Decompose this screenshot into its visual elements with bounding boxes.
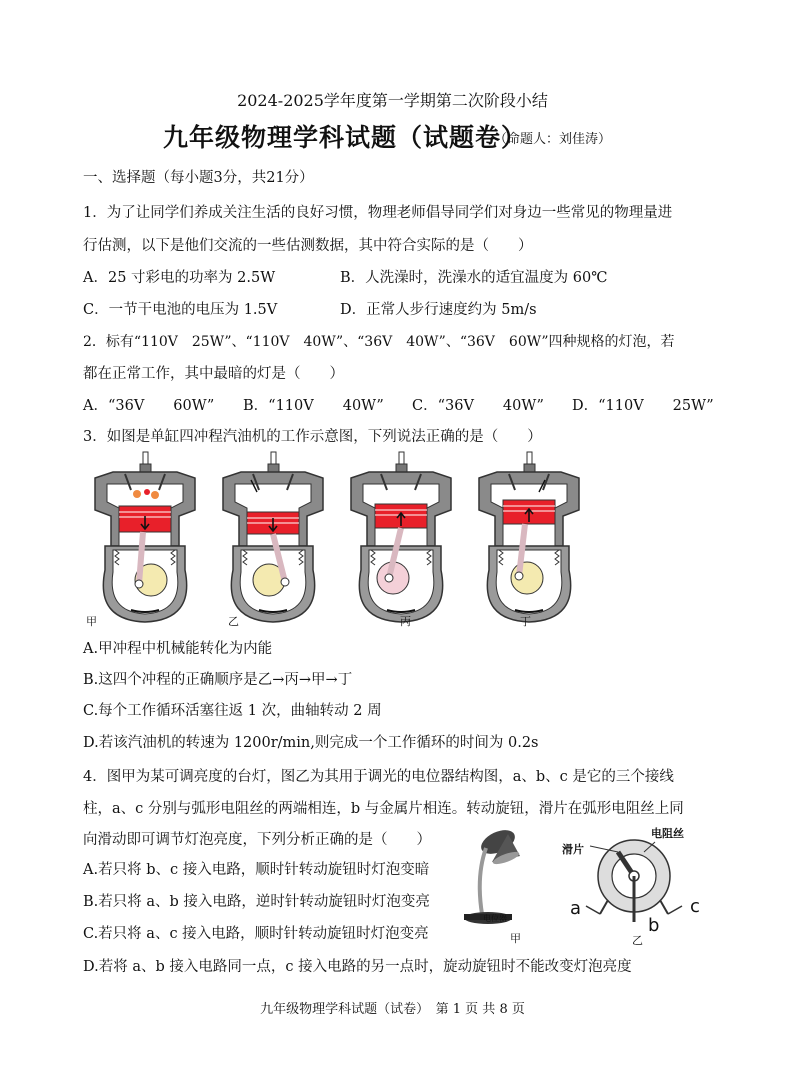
desk-lamp-figure [458, 826, 530, 946]
engine-jia [95, 452, 195, 622]
q3-option-b: B.这四个冲程的正确顺序是乙→丙→甲→丁 [83, 672, 353, 688]
q3-option-c: C.每个工作循环活塞往返 1 次，曲轴转动 2 周 [83, 703, 382, 719]
pot-terminal-b: b [648, 915, 660, 936]
q3-stem: 3．如图是单缸四冲程汽油机的工作示意图，下列说法正确的是（ ） [83, 429, 542, 445]
pot-wire-label: 电阻丝 [651, 827, 684, 840]
engine-bing [351, 452, 451, 622]
pot-terminal-a: a [570, 898, 582, 919]
caption-jia: 甲 [86, 615, 97, 628]
q1-option-b: B．人洗澡时，洗澡水的适宜温度为 60℃ [340, 270, 608, 286]
q4-stem-line2: 柱，a、c 分别与弧形电阻丝的两端相连，b 与金属片相连。转动旋钮，滑片在弧形电阻丝上同 [83, 801, 684, 817]
exam-subtitle: 2024-2025学年度第一学期第二次阶段小结 [237, 91, 548, 110]
q4-stem-line1: 4．图甲为某可调亮度的台灯，图乙为其用于调光的电位器结构图，a、b、c 是它的三个接线 [83, 769, 674, 785]
q4-option-c: C.若只将 a、c 接入电路，顺时针转动旋钮时灯泡变亮 [83, 926, 429, 942]
caption-ding: 丁 [520, 615, 531, 628]
engine-yi [223, 452, 323, 622]
q1-option-c: C．一节干电池的电压为 1.5V [83, 302, 278, 318]
q2-option-a: A．“36V 60W” [83, 398, 215, 414]
q3-option-a: A.甲冲程中机械能转化为内能 [83, 641, 273, 657]
pot-terminal-c: c [690, 896, 700, 917]
lamp-caption: 甲 [510, 932, 521, 945]
q2-stem-line2: 都在正常工作，其中最暗的灯是（ ） [83, 366, 344, 382]
caption-bing: 丙 [400, 615, 411, 628]
q1-stem-line1: 1．为了让同学们养成关注生活的良好习惯，物理老师倡导同学们对身边一些常见的物理量进 [83, 205, 673, 221]
exam-title: 九年级物理学科试题（试题卷） [163, 123, 528, 152]
engine-strokes-figure [85, 450, 605, 630]
q2-option-b: B．“110V 40W” [243, 398, 384, 414]
q1-option-d: D．正常人步行速度约为 5m/s [340, 302, 537, 318]
q1-stem-line2: 行估测，以下是他们交流的一些估测数据，其中符合实际的是（ ） [83, 238, 533, 254]
q4-stem-line3: 向滑动即可调节灯泡亮度，下列分析正确的是（ ） [83, 832, 431, 848]
section-heading: 一、选择题（每小题3分，共21分） [83, 170, 314, 186]
exam-author: （命题人：刘佳涛） [494, 132, 612, 147]
q4-option-a: A.若只将 b、c 接入电路，顺时针转动旋钮时灯泡变暗 [83, 862, 430, 878]
q1-option-a: A．25 寸彩电的功率为 2.5W [83, 270, 276, 286]
q4-option-b: B.若只将 a、b 接入电路，逆时针转动旋钮时灯泡变亮 [83, 894, 430, 910]
page-footer: 九年级物理学科试题（试卷） 第 1 页 共 8 页 [260, 1002, 525, 1017]
lamp-pot-label: 电位器 [483, 914, 507, 923]
pot-slider-label: 滑片 [562, 843, 584, 856]
caption-yi: 乙 [228, 615, 239, 628]
q2-option-c: C．“36V 40W” [412, 398, 544, 414]
q4-option-d: D.若将 a、b 接入电路同一点，c 接入电路的另一点时，旋动旋钮时不能改变灯泡亮度 [83, 959, 632, 975]
q2-option-d: D．“110V 25W” [572, 398, 714, 414]
engine-ding [479, 452, 579, 622]
q2-stem-line1: 2．标有“110V 25W”、“110V 40W”、“36V 40W”、“36V 60W”四种规格的灯泡，若 [83, 334, 675, 350]
pot-caption: 乙 [632, 934, 643, 947]
q3-option-d: D.若该汽油机的转速为 1200r/min,则完成一个工作循环的时间为 0.2s [83, 735, 539, 751]
